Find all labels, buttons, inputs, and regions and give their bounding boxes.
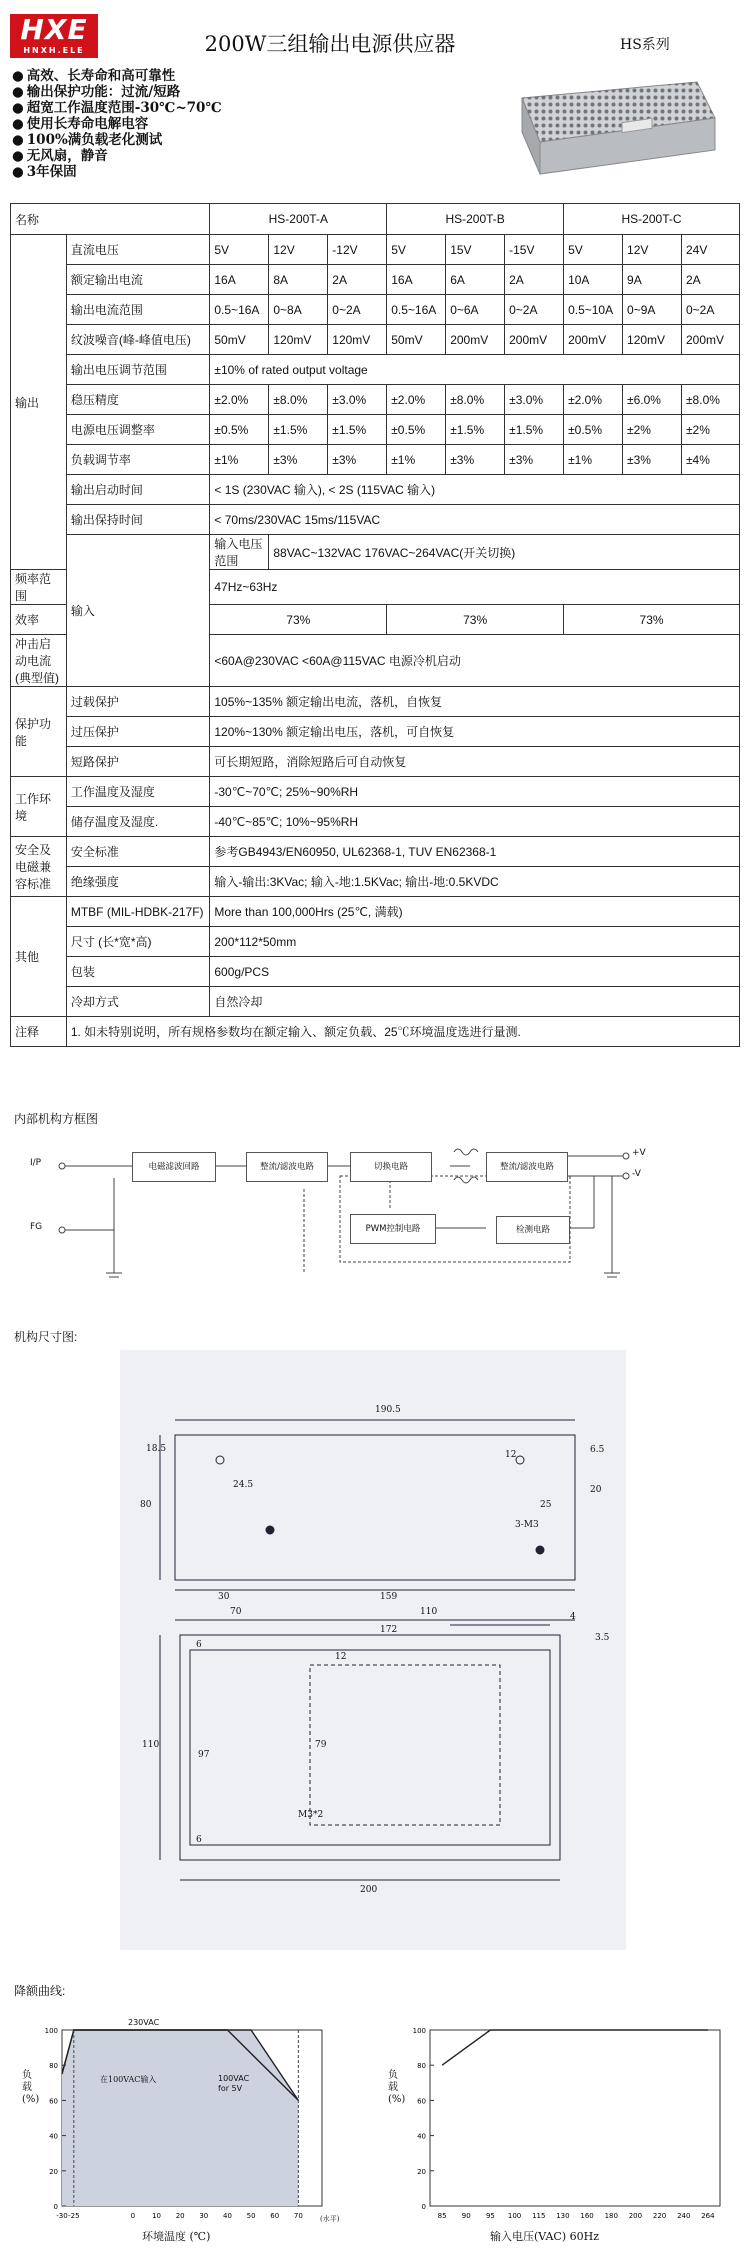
- y-tick-label: 20: [49, 2167, 58, 2176]
- cell: ±3%: [505, 445, 564, 475]
- derating-chart-voltage: [380, 2010, 740, 2250]
- dim-value: 24.5: [233, 1480, 254, 1490]
- dim-value: 12: [505, 1450, 517, 1460]
- x-tick-label: 100: [507, 2212, 522, 2220]
- y-tick-label: 20: [417, 2167, 426, 2176]
- annotation-100vac: 100VAC: [218, 2074, 250, 2083]
- cell: 73%: [210, 605, 387, 635]
- x-tick-label: 264: [701, 2212, 715, 2220]
- cell: ±1%: [387, 445, 446, 475]
- dim-value: 18.5: [146, 1444, 167, 1454]
- cell: 0~6A: [446, 295, 505, 325]
- group-note: 注释: [11, 1017, 67, 1047]
- cell: 120mV: [269, 325, 328, 355]
- cell: ±1%: [564, 445, 623, 475]
- logo-text: HXE: [20, 13, 88, 46]
- y-tick-label: 100: [412, 2027, 426, 2035]
- y-tick-label: 100: [44, 2027, 58, 2035]
- row-label: 额定输出电流: [66, 265, 210, 295]
- cell: 10A: [564, 265, 623, 295]
- y-tick-label: 60: [49, 2097, 58, 2106]
- table-row: [11, 687, 740, 717]
- x-tick-label: 240: [677, 2212, 691, 2220]
- cell: 0~9A: [623, 295, 682, 325]
- table-row: [11, 807, 740, 837]
- row-label: 电源电压调整率: [66, 415, 210, 445]
- cell: ±3%: [446, 445, 505, 475]
- row-label: 过压保护: [66, 717, 210, 747]
- dim-value: 200: [360, 1885, 378, 1895]
- cell: ±4%: [681, 445, 739, 475]
- table-row: [11, 535, 740, 570]
- cell: ±10% of rated output voltage: [210, 355, 740, 385]
- x-tick-label: 115: [532, 2212, 546, 2220]
- dim-value: 4: [570, 1612, 576, 1622]
- vminus-label: -V: [632, 1169, 641, 1179]
- temp-derating-svg: [12, 2010, 372, 2250]
- cell: ±8.0%: [269, 385, 328, 415]
- cell: 0~8A: [269, 295, 328, 325]
- table-row: [11, 505, 740, 535]
- cell: 16A: [387, 265, 446, 295]
- emi-filter-block: 电磁滤波回路: [132, 1152, 216, 1182]
- row-label: 输出启动时间: [66, 475, 210, 505]
- cell: <60A@230VAC <60A@115VAC 电源冷机启动: [210, 635, 740, 687]
- cell: 5V: [387, 235, 446, 265]
- cell: ±6.0%: [623, 385, 682, 415]
- dim-value: 12: [335, 1652, 347, 1662]
- fg-label: FG: [30, 1222, 43, 1232]
- dim-value: 6: [196, 1835, 202, 1845]
- dim-value: 159: [380, 1592, 398, 1602]
- detect-block: 检测电路: [496, 1216, 570, 1244]
- row-label: 短路保护: [66, 747, 210, 777]
- dimension-drawing: [120, 1350, 626, 1950]
- x-tick-label: 95: [485, 2212, 495, 2220]
- model-a: HS-200T-A: [210, 204, 387, 235]
- dimension-lines: [120, 1350, 626, 1950]
- group-input: 输入: [66, 535, 210, 687]
- cell: 88VAC~132VAC 176VAC~264VAC(开关切换): [269, 535, 740, 570]
- cell: ±1.5%: [328, 415, 387, 445]
- cell: 73%: [564, 605, 740, 635]
- cell: -15V: [505, 235, 564, 265]
- y-tick-label: 40: [417, 2132, 426, 2141]
- x-tick-label: 180: [604, 2212, 618, 2220]
- x-tick-label: 60: [270, 2212, 280, 2220]
- x-tick-label: 220: [652, 2212, 667, 2220]
- table-row: [11, 475, 740, 505]
- row-label: 包装: [66, 957, 210, 987]
- cell: ±2.0%: [210, 385, 269, 415]
- table-row: [11, 837, 740, 867]
- cell: < 1S (230VAC 输入), < 2S (115VAC 输入): [210, 475, 740, 505]
- cell: 5V: [564, 235, 623, 265]
- x-tick-label: 10: [152, 2212, 162, 2220]
- group-safety: 安全及电磁兼容标准: [11, 837, 67, 897]
- cell: 120mV: [328, 325, 387, 355]
- spec-table: [10, 203, 740, 1047]
- cell: 2A: [328, 265, 387, 295]
- row-label: 效率: [11, 605, 67, 635]
- row-label: 输出电流范围: [66, 295, 210, 325]
- left-xlabel: 环境温度 (℃): [142, 2230, 211, 2243]
- cell: 200mV: [505, 325, 564, 355]
- cell: -12V: [328, 235, 387, 265]
- dim-value: 6: [196, 1640, 202, 1650]
- row-label: 直流电压: [66, 235, 210, 265]
- table-row: [11, 295, 740, 325]
- row-label: 安全标准: [66, 837, 210, 867]
- y-tick-label: 0: [421, 2203, 426, 2211]
- dim-value: 20: [590, 1485, 602, 1495]
- switch-block: 切换电路: [350, 1152, 432, 1182]
- cell: ±1.5%: [505, 415, 564, 445]
- cell: 0.5~16A: [387, 295, 446, 325]
- annotation-230vac: 230VAC: [128, 2018, 160, 2027]
- annotation-for-5v: for 5V: [218, 2084, 243, 2093]
- cell: 16A: [210, 265, 269, 295]
- row-label: 工作温度及湿度: [66, 777, 210, 807]
- row-label: 尺寸 (长*宽*高): [66, 927, 210, 957]
- note-text: 1. 如未特别说明，所有规格参数均在额定输入、额定负载、25℃环境温度选进行量测.: [66, 1017, 739, 1047]
- cell: 0.5~16A: [210, 295, 269, 325]
- cell: ±3.0%: [505, 385, 564, 415]
- cell: 输入-输出:3KVac; 输入-地:1.5KVac; 输出-地:0.5KVDC: [210, 867, 740, 897]
- cell: 8A: [269, 265, 328, 295]
- dim-value: 80: [140, 1500, 152, 1510]
- row-label: 输出保持时间: [66, 505, 210, 535]
- annotation-100vac-input: 在100VAC输入: [100, 2075, 157, 2084]
- cell: 15V: [446, 235, 505, 265]
- block-diagram-label: 内部机构方框图: [14, 1112, 99, 1126]
- x-tick-label: 50: [246, 2212, 256, 2220]
- derating-area: [62, 2030, 298, 2206]
- y-tick-label: 60: [417, 2097, 426, 2106]
- cell: ±3%: [623, 445, 682, 475]
- dim-value: 30: [218, 1592, 230, 1602]
- feature-item: ● 100%满负载老化测试: [12, 128, 162, 148]
- x-tick-label: 30: [199, 2212, 209, 2220]
- cell: 12V: [269, 235, 328, 265]
- x-tick-label: 40: [222, 2212, 232, 2220]
- cell: 0.5~10A: [564, 295, 623, 325]
- x-tick-label: 130: [556, 2212, 570, 2220]
- derating-label: 降额曲线:: [14, 1984, 66, 1998]
- row-label: 纹波噪音(峰-峰值电压): [66, 325, 210, 355]
- cell: 5V: [210, 235, 269, 265]
- product-photo: [512, 80, 717, 176]
- cell: 200mV: [564, 325, 623, 355]
- cell: ±2%: [681, 415, 739, 445]
- cell: 0~2A: [681, 295, 739, 325]
- x-tick-label: 0: [130, 2212, 136, 2220]
- table-row: [11, 265, 740, 295]
- cell: -40℃~85℃; 10%~95%RH: [210, 807, 740, 837]
- rectifier-block-1: 整流/滤波电路: [246, 1152, 328, 1182]
- x-tick-label: 200: [628, 2212, 643, 2220]
- row-label: 稳压精度: [66, 385, 210, 415]
- cell: 120%~130% 额定输出电压，落机，可自恢复: [210, 717, 740, 747]
- table-row: [11, 867, 740, 897]
- table-row: [11, 957, 740, 987]
- dim-value: 3-M3: [515, 1520, 539, 1530]
- table-row: [11, 204, 740, 235]
- cell: 2A: [505, 265, 564, 295]
- dim-value: 25: [540, 1500, 552, 1510]
- left-xunit: (水平): [320, 2215, 340, 2223]
- row-label: MTBF (MIL-HDBK-217F): [66, 897, 210, 927]
- cell: 200mV: [446, 325, 505, 355]
- cell: ±3%: [269, 445, 328, 475]
- cell: 50mV: [210, 325, 269, 355]
- cell: 24V: [681, 235, 739, 265]
- dim-value: 110: [420, 1607, 438, 1617]
- cell: 50mV: [387, 325, 446, 355]
- ip-label: I/P: [30, 1158, 42, 1168]
- table-row: [11, 897, 740, 927]
- derating-chart-temperature: [12, 2010, 372, 2250]
- x-tick-label: 160: [580, 2212, 594, 2220]
- dim-value: 79: [315, 1740, 327, 1750]
- voltage-derating-svg: [380, 2010, 740, 2250]
- rectifier-block-2: 整流/滤波电路: [486, 1152, 568, 1182]
- table-row: [11, 445, 740, 475]
- dim-value: M3*2: [298, 1810, 324, 1820]
- cell: 12V: [623, 235, 682, 265]
- cell: 参考GB4943/EN60950, UL62368-1, TUV EN62368-1: [210, 837, 740, 867]
- series-label: HS系列: [620, 37, 670, 53]
- row-label: 频率范围: [11, 570, 67, 605]
- cell: ±2.0%: [564, 385, 623, 415]
- cell: -30℃~70℃; 25%~90%RH: [210, 777, 740, 807]
- cell: 可长期短路，消除短路后可自动恢复: [210, 747, 740, 777]
- cell: More than 100,000Hrs (25℃, 满载): [210, 897, 740, 927]
- cell: 2A: [681, 265, 739, 295]
- cell: ±1.5%: [446, 415, 505, 445]
- cell: ±0.5%: [387, 415, 446, 445]
- row-label: 负载调节率: [66, 445, 210, 475]
- table-row: [11, 987, 740, 1017]
- left-ylabel: 负载(%): [22, 2070, 40, 2105]
- table-row: [11, 415, 740, 445]
- row-label: 储存温度及湿度.: [66, 807, 210, 837]
- x-tick-label: 85: [437, 2212, 447, 2220]
- table-row: [11, 1017, 740, 1047]
- y-tick-label: 80: [417, 2062, 426, 2071]
- cell: ±0.5%: [564, 415, 623, 445]
- cell: 73%: [387, 605, 564, 635]
- group-protection: 保护功能: [11, 687, 67, 777]
- table-row: [11, 235, 740, 265]
- dim-value: 6.5: [590, 1445, 605, 1455]
- row-label: 输出电压调节范围: [66, 355, 210, 385]
- table-row: [11, 325, 740, 355]
- table-row: [11, 717, 740, 747]
- table-row: [11, 747, 740, 777]
- dim-value: 3.5: [595, 1633, 610, 1643]
- x-tick-label: 20: [175, 2212, 185, 2220]
- feature-item: ● 高效、长寿命和高可靠性: [12, 64, 175, 84]
- row-label: 绝缘强度: [66, 867, 210, 897]
- logo-subtext: HNXH.ELE: [23, 46, 85, 55]
- row-label: 冲击启动电流 (典型值): [11, 635, 67, 687]
- table-row: [11, 777, 740, 807]
- cell: ±3%: [328, 445, 387, 475]
- cell: ±1%: [210, 445, 269, 475]
- block-diagram: [14, 1128, 734, 1298]
- page-title: 200W三组输出电源供应器: [204, 32, 456, 56]
- dimension-label: 机构尺寸图:: [14, 1330, 78, 1344]
- row-label: 输入电压范围: [210, 535, 269, 570]
- y-tick-label: 40: [49, 2132, 58, 2141]
- cell: 6A: [446, 265, 505, 295]
- cell: 105%~135% 额定输出电流，落机，自恢复: [210, 687, 740, 717]
- x-tick-label: 70: [293, 2212, 303, 2220]
- cell: 200mV: [681, 325, 739, 355]
- vplus-label: +V: [632, 1148, 646, 1158]
- row-label: 过载保护: [66, 687, 210, 717]
- cell: ±1.5%: [269, 415, 328, 445]
- plot-frame: [430, 2030, 720, 2206]
- cell: ±3.0%: [328, 385, 387, 415]
- cell: 0~2A: [328, 295, 387, 325]
- name-label: 名称: [11, 204, 210, 235]
- cell: < 70ms/230VAC 15ms/115VAC: [210, 505, 740, 535]
- table-row: [11, 385, 740, 415]
- feature-item: ● 使用长寿命电解电容: [12, 112, 148, 132]
- cell: ±2.0%: [387, 385, 446, 415]
- cell: ±0.5%: [210, 415, 269, 445]
- dim-value: 110: [142, 1740, 160, 1750]
- cell: ±8.0%: [446, 385, 505, 415]
- x-tick-label: 90: [461, 2212, 471, 2220]
- feature-item: ● 3年保固: [12, 160, 77, 180]
- model-b: HS-200T-B: [387, 204, 564, 235]
- x-tick-label: -30: [56, 2212, 68, 2220]
- cell: 0~2A: [505, 295, 564, 325]
- right-xlabel: 输入电压(VAC) 60Hz: [490, 2230, 600, 2243]
- group-environment: 工作环境: [11, 777, 67, 837]
- row-label: 冷却方式: [66, 987, 210, 1017]
- cell: ±2%: [623, 415, 682, 445]
- group-other: 其他: [11, 897, 67, 1017]
- cell: 9A: [623, 265, 682, 295]
- pwm-block: PWM控制电路: [350, 1214, 436, 1244]
- feature-item: ● 输出保护功能：过流/短路: [12, 80, 180, 100]
- feature-item: ● 无风扇，静音: [12, 144, 108, 164]
- table-row: [11, 355, 740, 385]
- dim-value: 190.5: [375, 1405, 401, 1415]
- cell: 47Hz~63Hz: [210, 570, 740, 605]
- right-ylabel: 负载(%): [388, 2070, 406, 2105]
- y-tick-label: 0: [53, 2203, 58, 2211]
- feature-item: ● 超宽工作温度范围-30℃~70℃: [12, 96, 222, 116]
- cell: 120mV: [623, 325, 682, 355]
- cell: ±8.0%: [681, 385, 739, 415]
- y-tick-label: 80: [49, 2062, 58, 2071]
- dim-value: 70: [230, 1607, 242, 1617]
- dim-value: 172: [380, 1625, 398, 1635]
- cell: 600g/PCS: [210, 957, 740, 987]
- cell: 自然冷却: [210, 987, 740, 1017]
- cell: 200*112*50mm: [210, 927, 740, 957]
- model-c: HS-200T-C: [564, 204, 740, 235]
- brand-logo: [10, 14, 98, 58]
- group-output: 输出: [11, 235, 67, 570]
- x-tick-label: -25: [68, 2212, 80, 2220]
- table-row: [11, 927, 740, 957]
- dim-value: 97: [198, 1750, 210, 1760]
